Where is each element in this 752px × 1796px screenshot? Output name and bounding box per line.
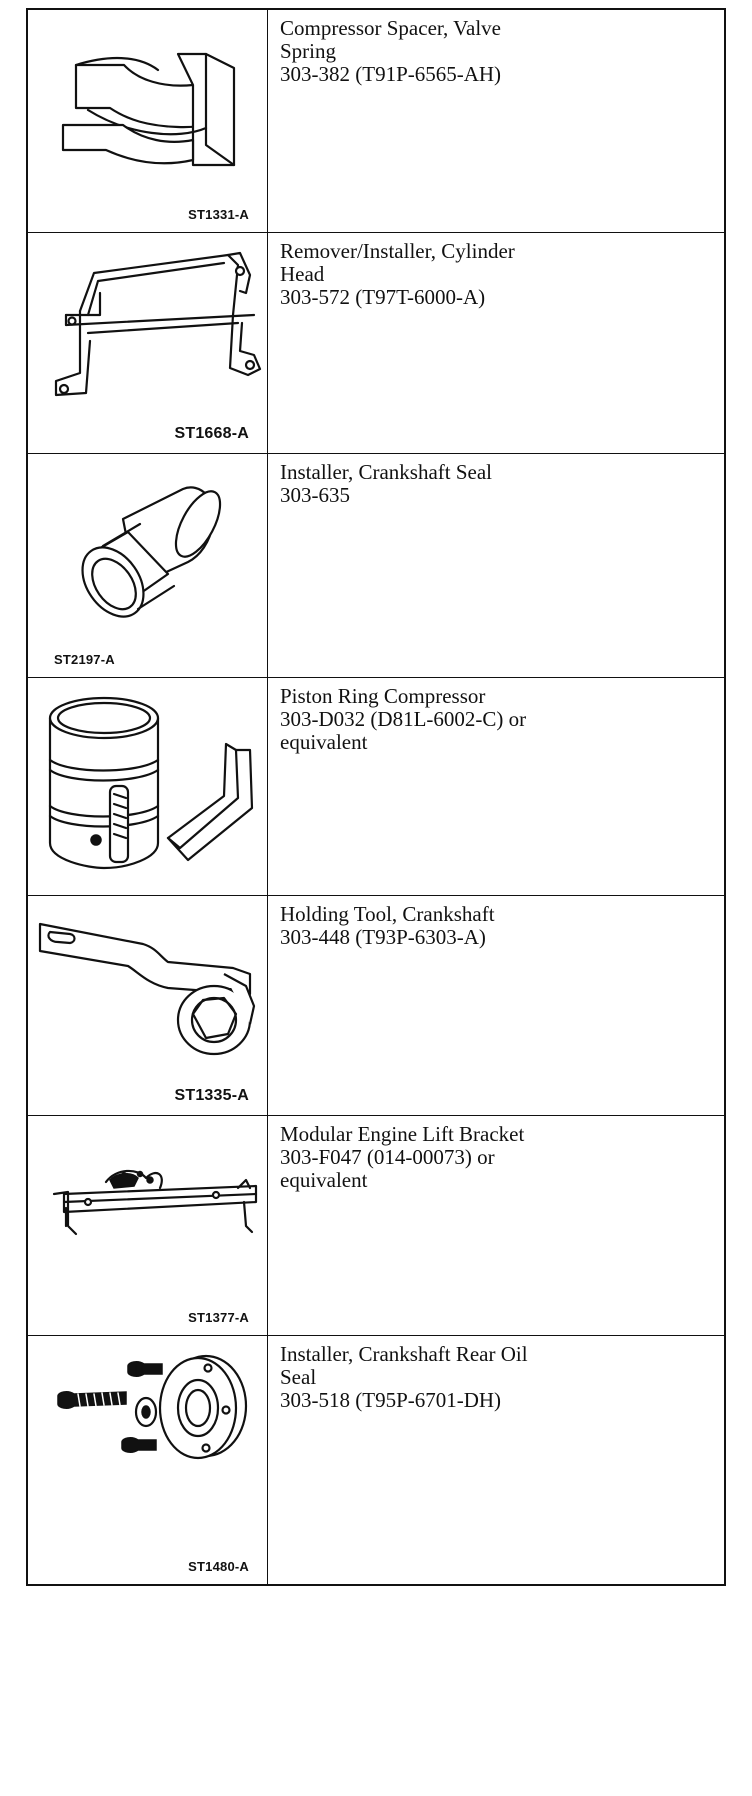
tool-row — [28, 678, 724, 896]
tool-image-cell — [28, 454, 268, 677]
tool-row — [28, 454, 724, 678]
tool-number: equivalent — [280, 730, 368, 754]
seal-installer-illustration — [28, 454, 268, 678]
holding-tool-illustration — [28, 896, 268, 1116]
compressor-spacer-illustration — [28, 10, 268, 233]
tool-row — [28, 233, 724, 454]
figure-code: ST1331-A — [188, 207, 249, 222]
tool-image-cell — [28, 678, 268, 895]
tool-image-cell — [28, 233, 268, 453]
tool-name-line: Seal — [280, 1365, 317, 1389]
piston-ring-compressor-illustration — [28, 678, 268, 896]
figure-code: ST1335-A — [174, 1087, 249, 1104]
tool-number: 303-635 — [280, 483, 350, 507]
figure-code: ST2197-A — [54, 652, 115, 667]
tool-number: 303-D032 (D81L-6002-C) or — [280, 707, 527, 731]
cylinder-head-bracket-illustration — [28, 233, 268, 454]
tool-number: 303-572 (T97T-6000-A) — [280, 285, 486, 309]
tool-number: 303-F047 (014-00073) or — [280, 1145, 495, 1169]
tool-description — [268, 233, 724, 453]
tool-image-cell — [28, 1116, 268, 1335]
figure-code: ST1377-A — [188, 1310, 249, 1325]
tool-image-cell — [28, 896, 268, 1115]
tool-name-line: Installer, Crankshaft Seal — [280, 460, 493, 484]
tool-description — [268, 678, 724, 895]
tool-image-cell — [28, 1336, 268, 1584]
tool-number: 303-382 (T91P-6565-AH) — [280, 62, 502, 86]
lift-bracket-illustration — [28, 1116, 268, 1336]
figure-code: ST1668-A — [174, 425, 249, 442]
tool-name-line: Remover/Installer, Cylinder — [280, 239, 515, 263]
tool-name-line: Head — [280, 262, 325, 286]
tool-number: 303-448 (T93P-6303-A) — [280, 925, 486, 949]
tool-description — [268, 10, 724, 232]
tool-number: equivalent — [280, 1168, 368, 1192]
tool-name-line: Spring — [280, 39, 337, 63]
tool-description — [268, 1116, 724, 1335]
figure-code: ST1480-A — [188, 1559, 249, 1574]
tool-description — [268, 1336, 724, 1584]
tool-row — [28, 1116, 724, 1336]
tool-name-line: Installer, Crankshaft Rear Oil — [280, 1342, 528, 1366]
tool-name-line: Modular Engine Lift Bracket — [280, 1122, 525, 1146]
rear-oil-seal-installer-illustration — [28, 1336, 268, 1584]
special-tools-table — [26, 8, 726, 1586]
tool-description — [268, 454, 724, 677]
tool-name-line: Compressor Spacer, Valve — [280, 16, 501, 40]
tool-row — [28, 896, 724, 1116]
tool-row — [28, 10, 724, 233]
tool-number: 303-518 (T95P-6701-DH) — [280, 1388, 502, 1412]
tool-name-line: Holding Tool, Crankshaft — [280, 902, 495, 926]
tool-description — [268, 896, 724, 1115]
tool-row — [28, 1336, 724, 1584]
tool-image-cell — [28, 10, 268, 232]
tool-name-line: Piston Ring Compressor — [280, 684, 486, 708]
